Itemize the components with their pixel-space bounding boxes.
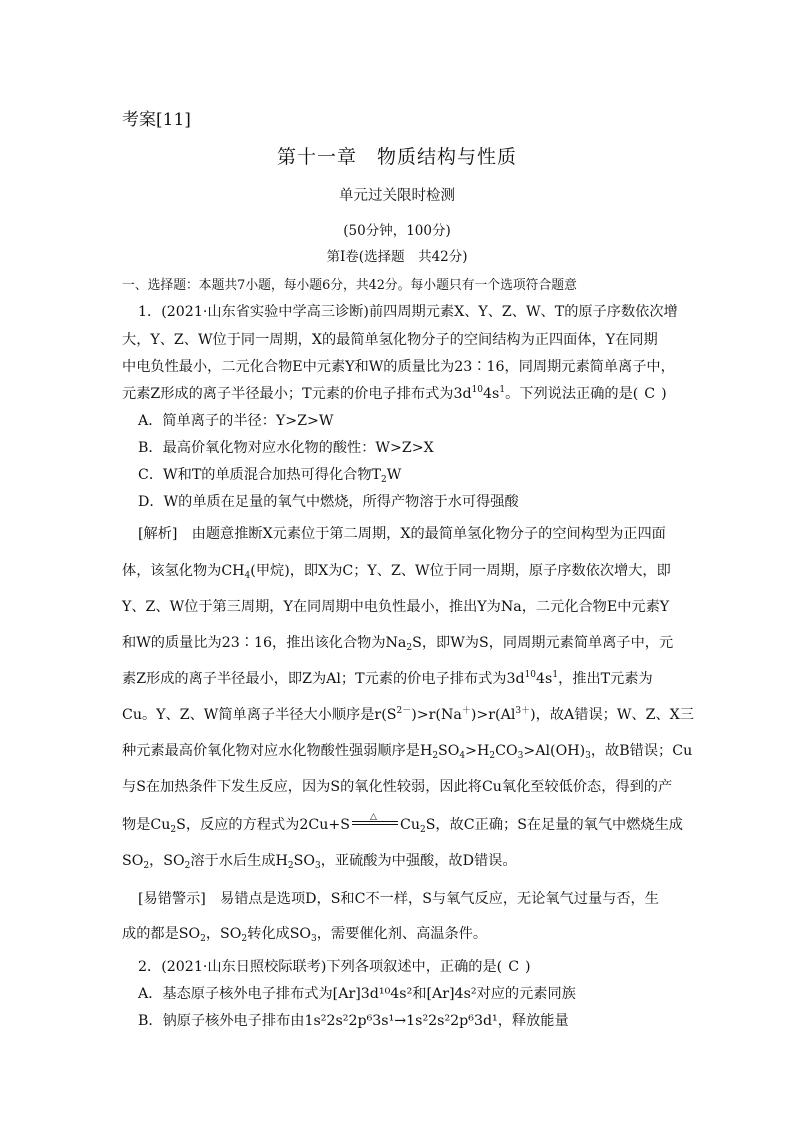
q1-option-a: A．简单离子的半径：Y>Z>W [138, 413, 334, 429]
section-heading: 一、选择题：本题共7小题，每小题6分，共42分。每小题只有一个选项符合题意 [122, 278, 577, 293]
warning-line-1: [易错警示] 易错点是选项D，S和C不一样，S与氧气反应，无论氧气过量与否，生 [138, 891, 659, 907]
q1-line-2: 大，Y、Z、W位于同一周期，X的最简单氢化物分子的空间结构为正四面体，Y在同期 [122, 332, 658, 348]
q1-option-b: B．最高价氧化物对应水化物的酸性：W>Z>X [138, 440, 434, 456]
analysis-line-2: 体，该氢化物为$CH_4$(甲烷)，即X为C；Y、Z、W位于同一周期，原子序数依次增大，即 [122, 563, 671, 581]
analysis-line-10: $SO_2$，$SO_2$溶于水后生成$H_2SO_3$，亚硫酸为中强酸，故D错误。 [122, 853, 517, 871]
q2-answer: C [508, 959, 520, 975]
q2-option-b: B．钠原子核外电子排布由1s²2s²2p⁶3s¹→1s²2s²2p⁶3d¹，释放能量 [138, 1013, 569, 1029]
heat-equals-sign [352, 812, 398, 828]
volume-label: 第Ⅰ卷(选择题 共42分) [326, 249, 468, 265]
q1-line-4: 元素Z形成的离子半径最小；T元素的价电子排布式为$3d^{10}4s^1$。下列说法正确的是( C ) [122, 385, 667, 402]
analysis-line-8: 与S在加热条件下发生反应，因为S的氧化性较弱，因此将Cu氧化至较低价态，得到的产 [122, 779, 673, 795]
analysis-line-4: 和W的质量比为23∶16，推出该化合物为$Na_2S$，即W为S，同周期元素简单离子中，元 [122, 635, 674, 653]
analysis-line-3: Y、Z、W位于第三周期，Y在同周期中电负性最小，推出Y为Na，二元化合物E中元素Y [122, 599, 670, 615]
q1-option-c: C．W和T的单质混合加热可得化合物$T_2W$ [138, 467, 402, 485]
warning-line-2: 成的都是$SO_2$，$SO_2$转化成$SO_3$，需要催化剂、高温条件。 [122, 926, 488, 944]
analysis-line-9: 物是$Cu_2S$，反应的方程式为2Cu+S △ $Cu_2S$，故C正确；S在足量的氧气中燃烧生成 [122, 815, 683, 835]
q2-line-1: 2．(2021·山东日照校际联考)下列各项叙述中，正确的是( C ) [138, 959, 531, 975]
analysis-line-7: 种元素最高价氧化物对应水化物酸性强弱顺序是$H_2SO_4>H_2CO_3>Al(OH)_3$，故B错误；Cu [122, 743, 693, 761]
q1-option-d: D．W的单质在足量的氧气中燃烧，所得产物溶于水可得强酸 [138, 494, 519, 510]
q1-line-3: 中电负性最小，二元化合物E中元素Y和W的质量比为23∶16，同周期元素简单离子中， [122, 359, 675, 375]
subtitle: 单元过关限时检测 [339, 188, 455, 204]
delta-icon: △ [369, 812, 377, 822]
case-label: 考案[11] [122, 110, 191, 130]
chapter-title: 第十一章 物质结构与性质 [276, 146, 517, 168]
q1-answer: C [644, 386, 656, 402]
analysis-line-1: [解析] 由题意推断X元素位于第二周期，X的最简单氢化物分子的空间构型为正四面 [138, 526, 666, 542]
time-score: (50分钟，100分) [343, 223, 451, 239]
analysis-line-5: 素Z形成的离子半径最小，即Z为Al；T元素的价电子排布式为$3d^{10}4s^1$，推出T元素为 [122, 670, 653, 687]
q2-option-a: A．基态原子核外电子排布式为[Ar]3d¹⁰4s²和[Ar]4s²对应的元素同族 [138, 986, 576, 1002]
q1-line-1: 1．(2021·山东省实验中学高三诊断)前四周期元素X、Y、Z、W、T的原子序数依次增 [138, 304, 678, 320]
analysis-line-6: Cu。Y、Z、W简单离子半径大小顺序是$r(S^{2-})>r(Na^+)>r(Al^{3+})$，故A错误；W、Z、X三 [122, 706, 694, 723]
